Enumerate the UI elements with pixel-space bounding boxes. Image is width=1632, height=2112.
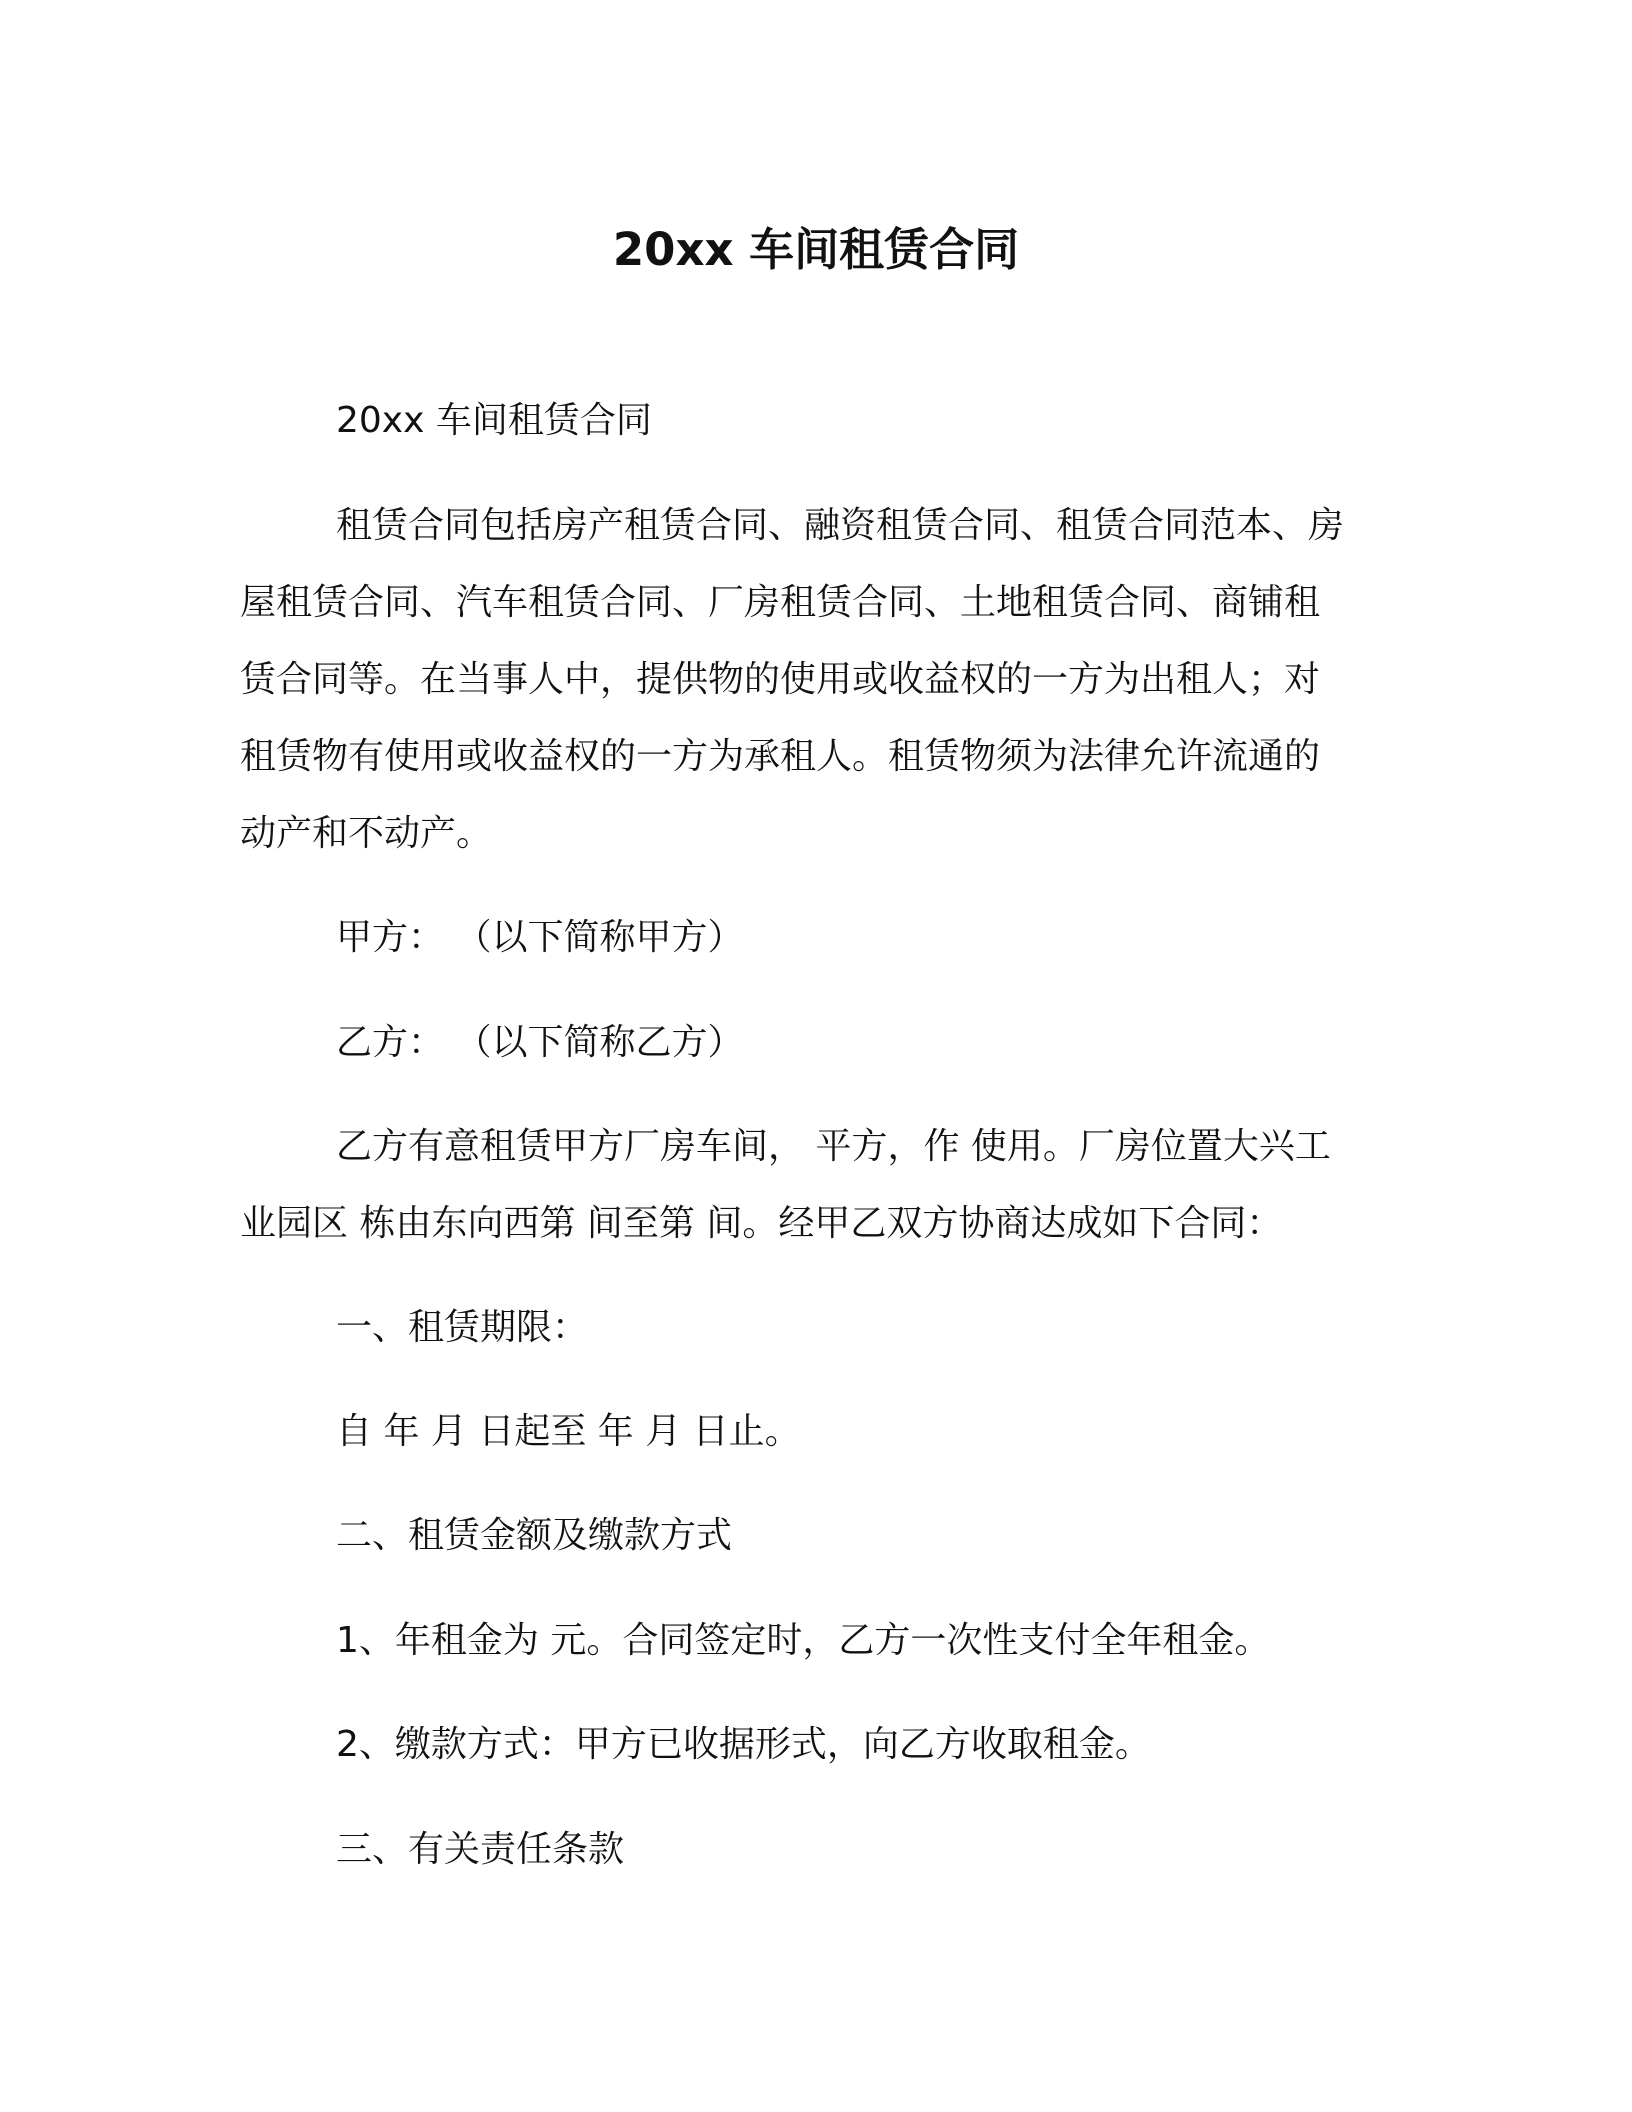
lease-intent-line-2: 业园区 栋由东向西第 间至第 间。经甲乙双方协商达成如下合同： [240, 1203, 1283, 1244]
intro-line-5: 动产和不动产。 [240, 813, 493, 854]
party-a-line: 甲方： （以下简称甲方） [336, 917, 744, 958]
section-2-item-1: 1、年租金为 元。合同签定时，乙方一次性支付全年租金。 [336, 1620, 1271, 1661]
intro-line-3: 赁合同等。在当事人中，提供物的使用或收益权的一方为出租人；对 [240, 659, 1321, 700]
document-title: 20xx 车间租赁合同 [612, 223, 1020, 276]
section-1-heading: 一、租赁期限： [336, 1307, 589, 1348]
section-2-item-2: 2、缴款方式：甲方已收据形式，向乙方收取租金。 [336, 1724, 1151, 1765]
section-3-heading: 三、有关责任条款 [336, 1829, 625, 1870]
party-b-line: 乙方： （以下简称乙方） [336, 1022, 744, 1063]
intro-line-2: 屋租赁合同、汽车租赁合同、厂房租赁合同、土地租赁合同、商铺租 [240, 582, 1321, 623]
section-2-heading: 二、租赁金额及缴款方式 [336, 1515, 733, 1556]
lease-intent-line-1: 乙方有意租赁甲方厂房车间， 平方，作 使用。厂房位置大兴工 [336, 1126, 1331, 1167]
intro-line-4: 租赁物有使用或收益权的一方为承租人。租赁物须为法律允许流通的 [240, 736, 1321, 777]
intro-line-1: 租赁合同包括房产租赁合同、融资租赁合同、租赁合同范本、房 [336, 505, 1345, 546]
section-1-body: 自 年 月 日起至 年 月 日止。 [336, 1411, 801, 1452]
subtitle-line: 20xx 车间租赁合同 [336, 400, 652, 441]
